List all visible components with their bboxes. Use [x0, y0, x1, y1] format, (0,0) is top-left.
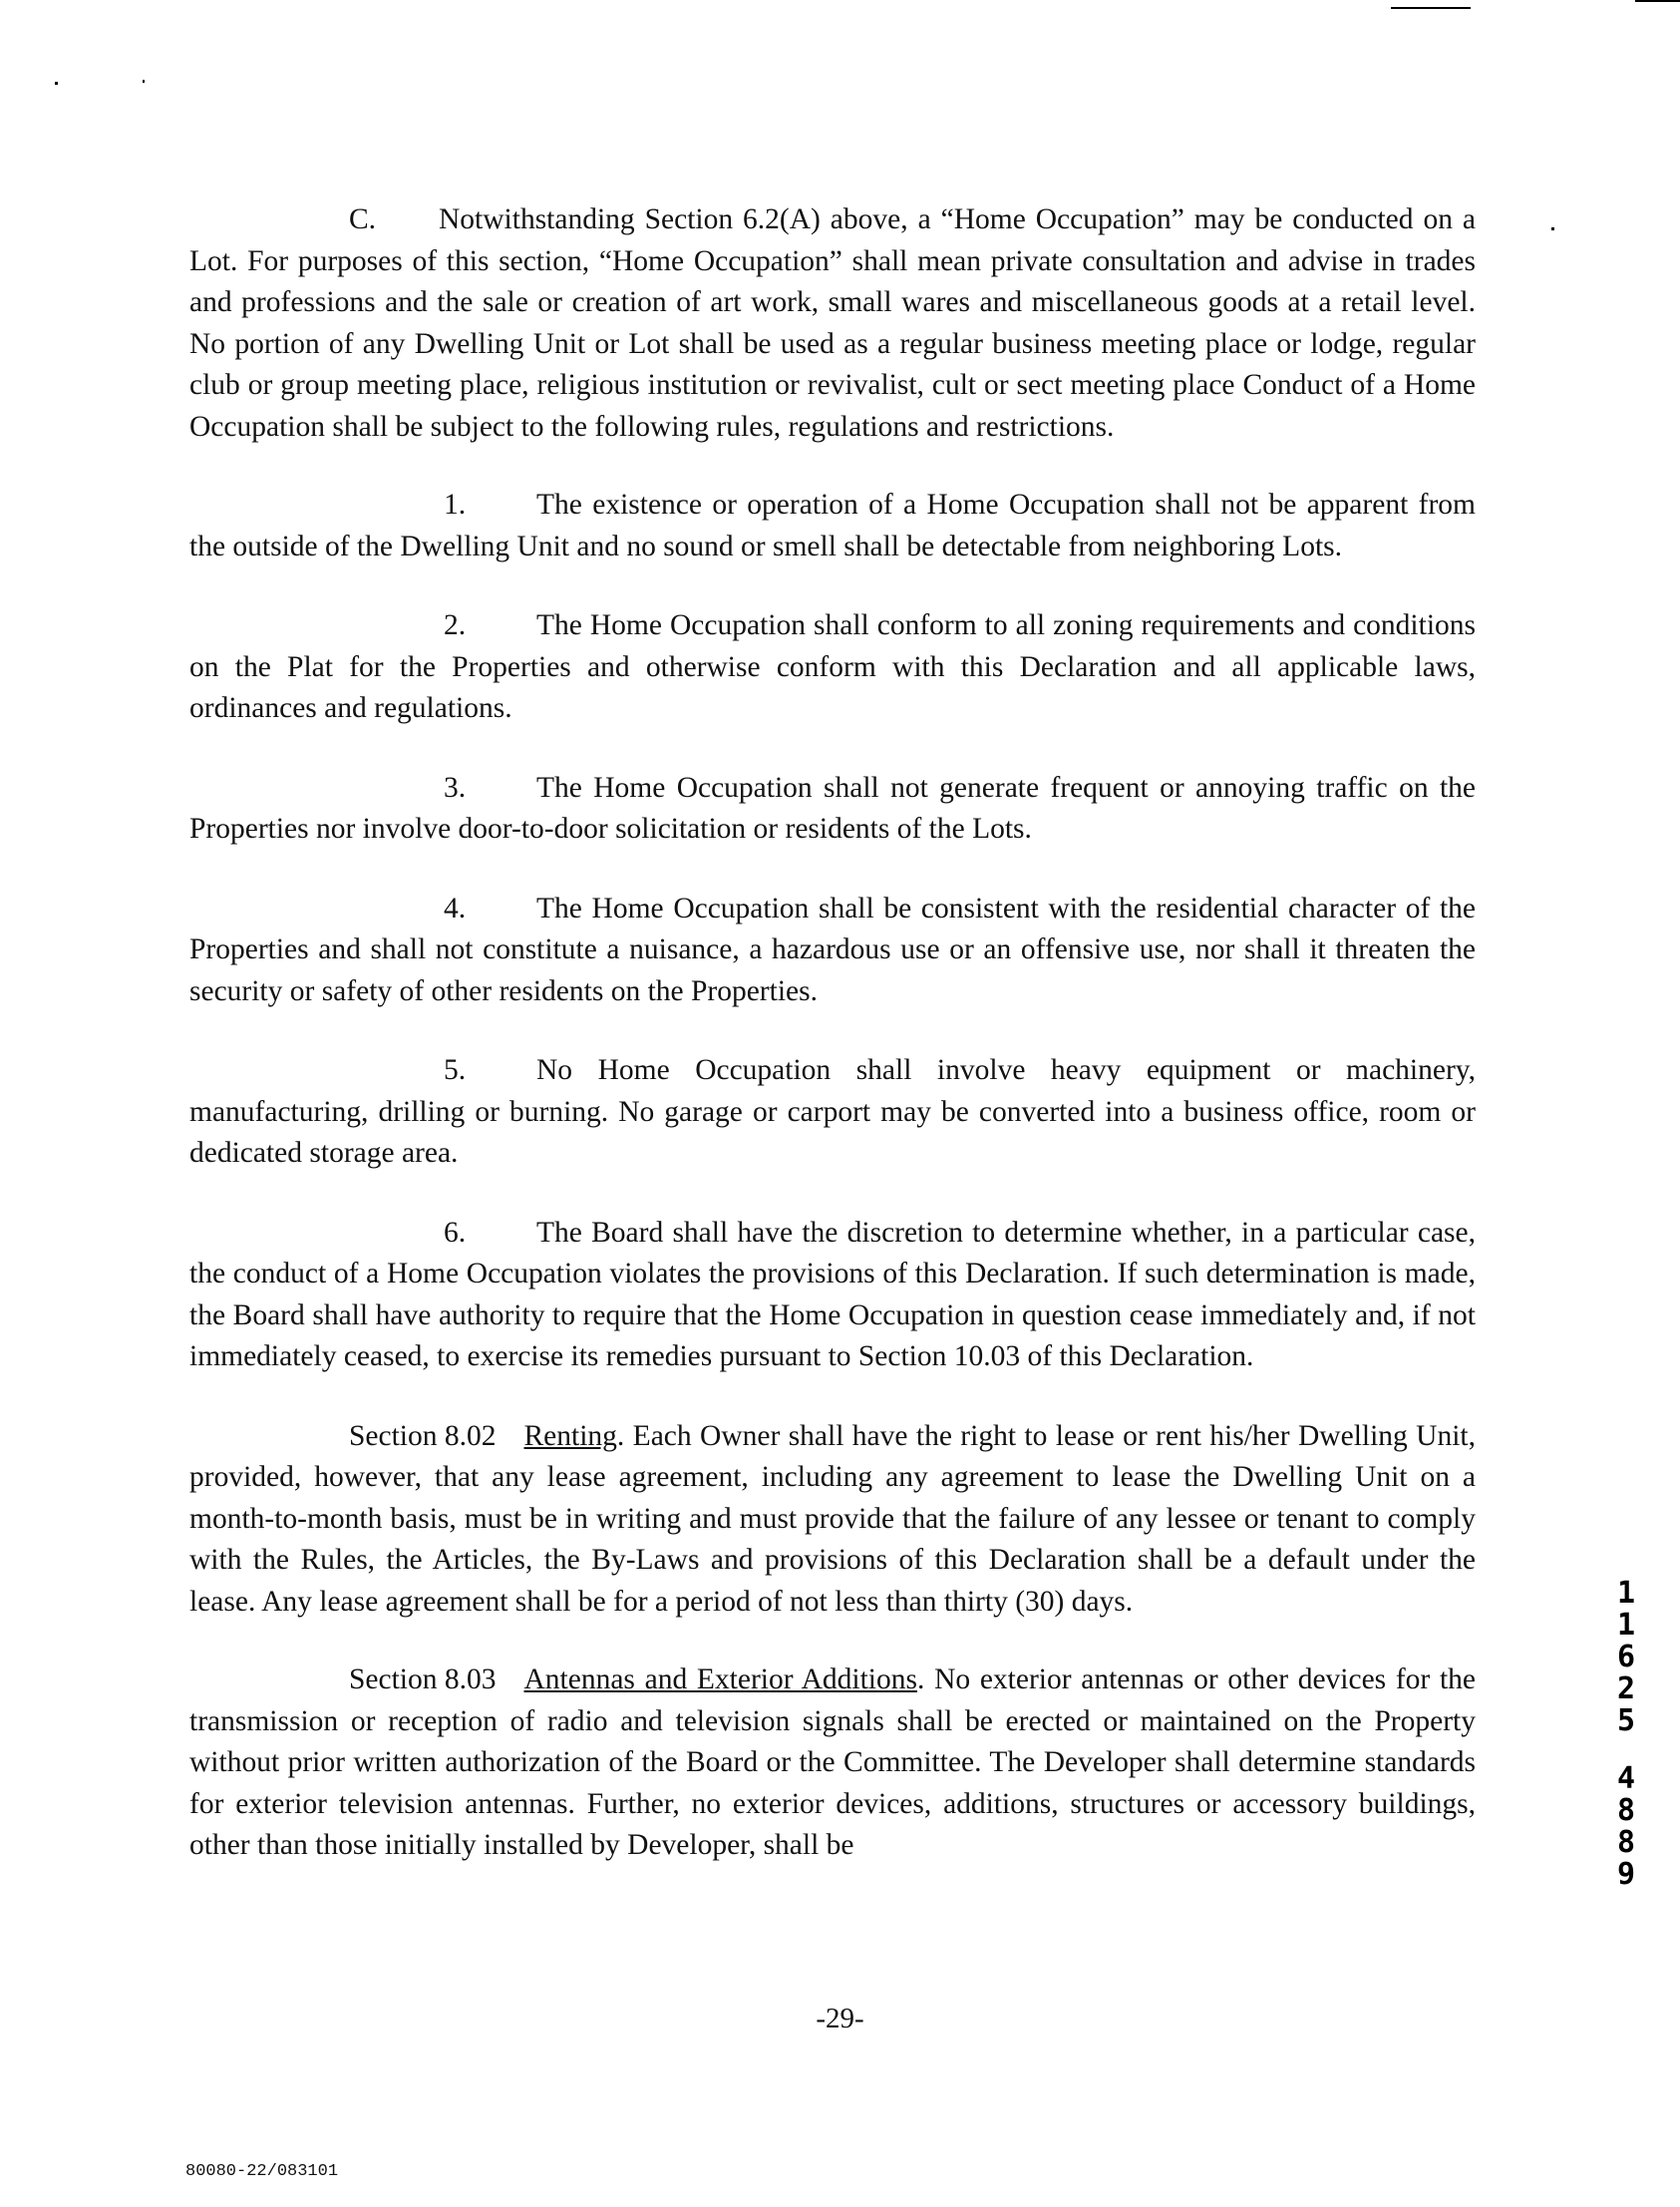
paragraph-c-label: C. [349, 203, 377, 235]
list-item-text: No Home Occupation shall involve heavy equipment or machinery, manufacturing, drilling or burning. No garage or carport may be converted into a business office, room or dedicated storage area. [189, 1054, 1476, 1169]
list-item-text: The Board shall have the discretion to determine whether, in a particular case, the conduct of a Home Occupation violates the provisions of this Declaration. If such determination is made, the Board shall have authority to require that the Home Occupation in question cease immediately and, if not immediately ceased, to exercise its remedies pursuant to Section 10.03 of this Declaration. [189, 1216, 1476, 1372]
section-8-02 [189, 1416, 1476, 1624]
section-8-03-text: . No exterior antennas or other devices for the transmission or reception of radio and television signals shall be erected or maintained on the Property without prior written authorization of the Board or the Committee. The Developer shall determine standards for exterior television antennas. Further, no exterior devices, additions, structures or accessory buildings, other than those initially installed by Developer, shall be [189, 1663, 1476, 1861]
stamp-digit: 8 [1616, 1793, 1636, 1828]
body-text [189, 199, 1476, 1904]
list-item-text: The Home Occupation shall not generate frequent or annoying traffic on the Properties nor involve door-to-door solicitation or residents of the Lots. [189, 771, 1476, 845]
list-item-number: 4. [444, 892, 467, 924]
side-stamp [1611, 1578, 1641, 1891]
stamp-digit: 4 [1616, 1761, 1636, 1796]
scan-mark-edge [1635, 0, 1680, 2]
scan-speck-2 [143, 80, 145, 83]
list-item-text: The Home Occupation shall be consistent with the residential character of the Properties and shall not constitute a nuisance, a hazardous use or an offensive use, nor shall it threaten the security or safety of other residents on the Properties. [189, 892, 1476, 1007]
scan-speck-3 [1551, 227, 1554, 230]
stamp-digit: 2 [1616, 1671, 1636, 1706]
list-item-number: 2. [444, 609, 467, 641]
list-item [189, 485, 1476, 567]
paragraph-c [189, 199, 1476, 448]
stamp-digit: 1 [1616, 1608, 1636, 1643]
stamp-digit: 8 [1616, 1825, 1636, 1860]
list-item-number: 5. [444, 1054, 467, 1086]
stamp-gap [1611, 1737, 1641, 1763]
list-item [189, 768, 1476, 851]
list-item [189, 605, 1476, 730]
stamp-digit: 5 [1616, 1703, 1636, 1738]
scan-mark-top-right [1391, 7, 1471, 9]
section-8-03 [189, 1659, 1476, 1867]
section-8-03-label: Section 8.03 [349, 1663, 497, 1695]
stamp-digit: 9 [1616, 1857, 1636, 1892]
page-number: -29- [816, 2003, 864, 2034]
list-item-number: 1. [444, 489, 467, 521]
paragraph-c-text: Notwithstanding Section 6.2(A) above, a “Home Occupation” may be conducted on a Lot. For purposes of this section, “Home Occupation” shall mean private consultation and advise in trades and professions and the sale or creation of art work, small wares and miscellaneous goods at a retail level. No portion of any Dwelling Unit or Lot shall be used as a regular business meeting place or lodge, regular club or group meeting place, religious institution or revivalist, cult or sect meeting place Conduct of a Home Occupation shall be subject to the following rules, regulations and restrictions. [189, 203, 1476, 443]
list-item [189, 1050, 1476, 1175]
list-item [189, 889, 1476, 1013]
list-item [189, 1213, 1476, 1378]
section-8-02-text: . Each Owner shall have the right to lease or rent his/her Dwelling Unit, provided, however, that any lease agreement, including any agreement to lease the Dwelling Unit on a month-to-month basis, must be in writing and must provide that the failure of any lessee or tenant to comply with the Rules, the Articles, the By-Laws and provisions of this Declaration shall be a default under the lease. Any lease agreement shall be for a period of not less than thirty (30) days. [189, 1419, 1476, 1618]
stamp-digit: 6 [1616, 1640, 1636, 1674]
stamp-digit: 1 [1616, 1576, 1636, 1611]
section-8-02-heading: Renting [523, 1419, 617, 1452]
section-8-02-label: Section 8.02 [349, 1419, 497, 1452]
scan-speck-1 [55, 82, 58, 85]
footer-document-code: 80080-22/083101 [185, 2162, 339, 2181]
list-item-number: 3. [444, 771, 467, 804]
list-item-text: The Home Occupation shall conform to all zoning requirements and conditions on the Plat for the Properties and otherwise conform with this Declaration and all applicable laws, ordinances and regulations. [189, 609, 1476, 724]
list-item-text: The existence or operation of a Home Occupation shall not be apparent from the outside of the Dwelling Unit and no sound or smell shall be detectable from neighboring Lots. [189, 489, 1476, 562]
section-8-03-heading: Antennas and Exterior Additions [523, 1663, 917, 1695]
list-item-number: 6. [444, 1216, 467, 1249]
